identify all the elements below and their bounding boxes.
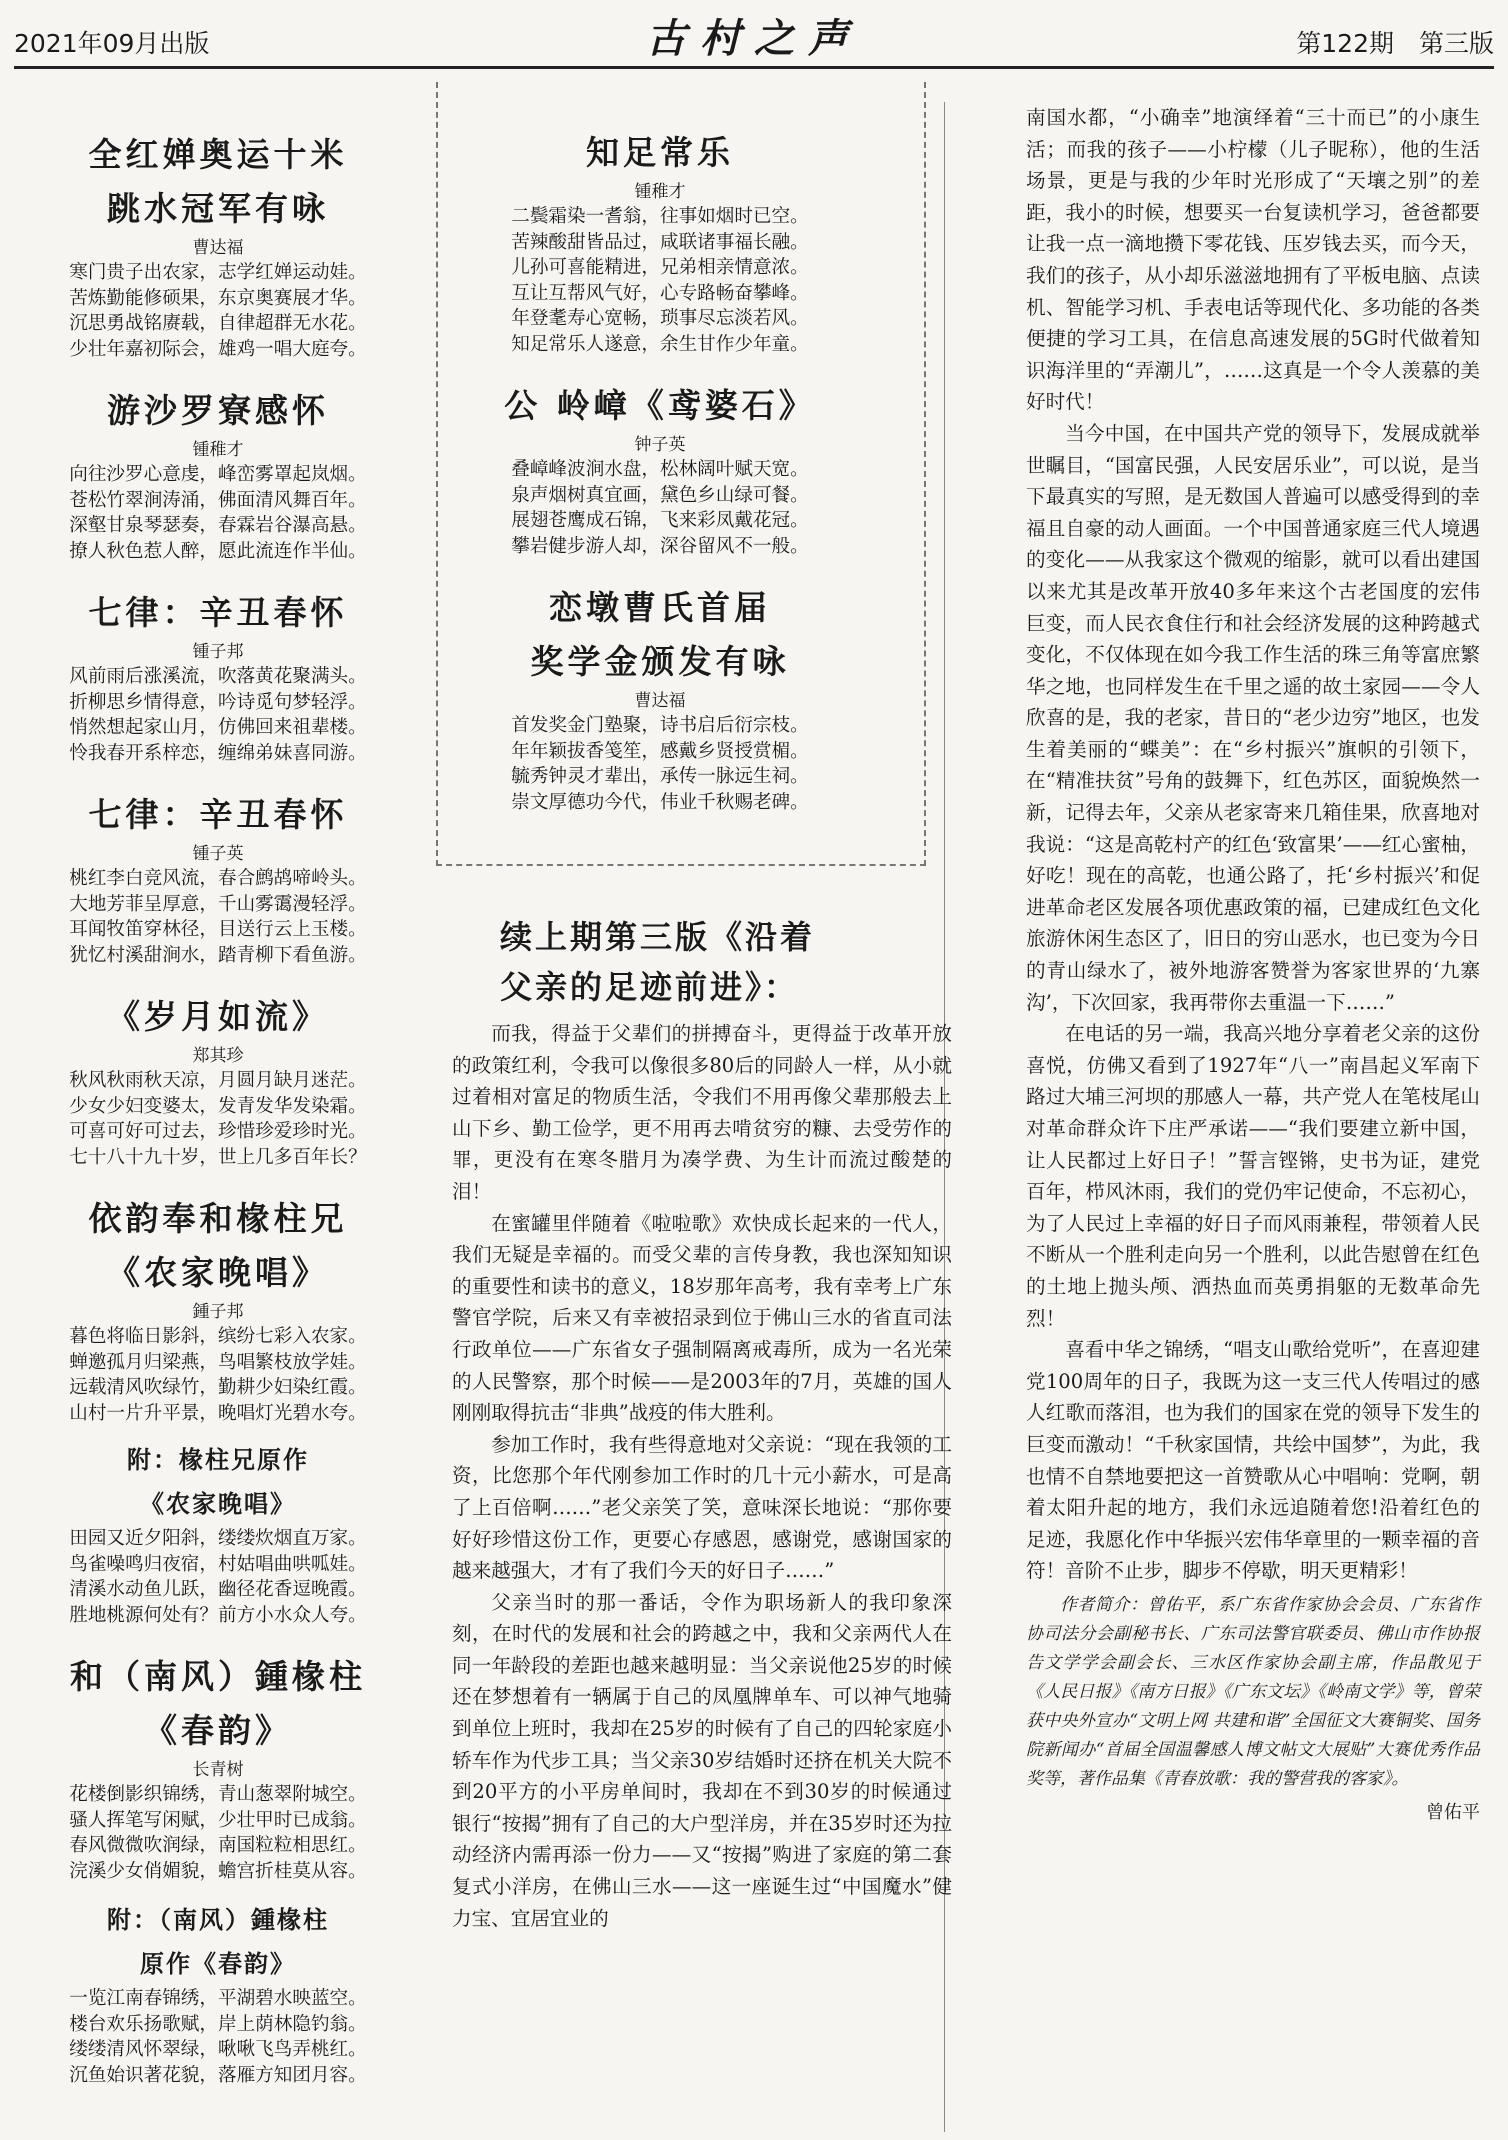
poem-line: 撩人秋色惹人醉，愿此流连作半仙。 xyxy=(69,540,367,562)
poem-line: 崇文厚德功今代，伟业千秋赐老碑。 xyxy=(511,791,809,813)
poem-subtitle: 《农家晚唱》 xyxy=(140,1489,296,1518)
poem-line: 毓秀钟灵才辈出，承传一脉远生祠。 xyxy=(511,766,809,787)
article-title: 续上期第三版《沿着 父亲的足迹前进》： xyxy=(500,918,816,1006)
poem-line: 向往沙罗心意虔，峰峦雾罩起岚烟。 xyxy=(69,464,367,485)
poem-block xyxy=(38,586,398,766)
poem-line: 暮色将临日影斜，缤纷七彩入农家。 xyxy=(69,1326,367,1347)
poem-line: 展翅苍鹰成石锦，飞来彩凤戴花冠。 xyxy=(511,510,809,531)
article-continued xyxy=(452,912,952,1934)
poem-line: 山村一片升平景，晚唱灯光碧水夸。 xyxy=(69,1402,367,1424)
poem-line: 寒门贵子出农家，志学红婵运动娃。 xyxy=(69,262,367,283)
poem-line: 花楼倒影织锦绣，青山葱翠附城空。 xyxy=(69,1784,367,1805)
poem-line: 苍松竹翠涧涛涌，佛面清风舞百年。 xyxy=(69,489,367,511)
poem-line: 骚人挥笔写闲赋，少壮甲时已成翁。 xyxy=(69,1809,367,1831)
poem-title: 《农家晚唱》 xyxy=(107,1253,329,1292)
article-paragraph: 参加工作时，我有些得意地对父亲说：“现在我领的工资，比您那个年代刚参加工作时的几十元小薪水，可是高了上百倍啊……”老父亲笑了笑，意味深长地说：“那你要好好珍惜这份工作，更要心存感恩，感谢党，感谢国家的越来越强大，才有了我们今天的好日子……” xyxy=(452,1432,952,1583)
poem-line: 蝉邀孤月归梁燕，鸟唱繁枝放学娃。 xyxy=(69,1351,367,1373)
poem-block xyxy=(38,990,398,1170)
poem-block xyxy=(38,1438,398,1628)
poem-line: 一览江南春锦绣，平湖碧水映蓝空。 xyxy=(69,1988,367,2009)
poem-line: 可喜可好可过去，珍惜珍爱珍时光。 xyxy=(69,1121,367,1142)
article-paragraph: 南国水都，“小确幸”地演绎着“三十而已”的小康生活；而我的孩子——小柠檬（儿子昵称），他的生活场景，更是与我的少年时光形成了“天壤之别”的差距，我小的时候，想要买一台复读机学习，爸爸都要让我一点一滴地攒下零花钱、压岁钱去买，而今天，我们的孩子，从小却乐滋滋地拥有了平板电脑、点读机、智能学习机、手表电话等现代化、多功能的各类便捷的学习工具，在信息高速发展的5G时代做着知识海洋里的“弄潮儿”，……这真是一个令人羡慕的美好时代！ xyxy=(1026,106,1480,414)
poem-line: 大地芳菲呈厚意，千山雾霭漫轻浮。 xyxy=(69,893,367,915)
poem-title: 依韵奉和椽柱兄 xyxy=(88,1199,348,1238)
poem-line: 七十八十九十岁，世上几多百年长？ xyxy=(69,1146,367,1168)
poem-author: 钟子英 xyxy=(634,435,686,455)
issue-number: 第122期 第三版 xyxy=(1296,29,1494,58)
poem-line: 耳闻牧笛穿林径，目送行云上玉楼。 xyxy=(69,919,367,940)
poem-line: 清溪水动鱼儿跃，幽径花香逗晚霞。 xyxy=(69,1579,367,1600)
poem-line: 二鬓霜染一耆翁，往事如烟时已空。 xyxy=(511,206,809,227)
poem-block xyxy=(38,384,398,564)
poem-block xyxy=(38,128,398,362)
poem-line: 怜我春开系梓恋，缠绵弟妹喜同游。 xyxy=(69,742,367,764)
page-header xyxy=(14,14,1494,69)
article-paragraph: 在电话的另一端，我高兴地分享着老父亲的这份喜悦，仿佛又看到了1927年“八一”南昌起义军南下路过大埔三河坝的那感人一幕，共产党人在笔枝尾山对革命群众许下庄严承诺——“我们要建立新中国，让人民都过上好日子！”誓言铿锵，史书为证，建党百年，栉风沐雨，我们的党仍牢记使命，不忘初心，为了人民过上幸福的好日子而风雨兼程，带领着人民不断从一个胜利走向另一个胜利，以此告慰曾在红色的土地上抛头颅、洒热血而英勇捐躯的无数革命先烈！ xyxy=(1026,1022,1480,1330)
poem-author: 锺稚才 xyxy=(192,440,244,460)
poem-author: 郑其珍 xyxy=(192,1046,244,1066)
poem-title: 公 岭嶂《鸢婆石》 xyxy=(504,386,816,425)
poem-line: 浣溪少女俏媚貌，蟾宫折桂莫从容。 xyxy=(69,1860,367,1882)
poem-line: 互让互帮风气好，心专路畅奋攀峰。 xyxy=(511,282,809,304)
poem-line: 远载清风吹绿竹，勤耕少妇染红霞。 xyxy=(69,1377,367,1398)
poem-line: 苦辣酸甜皆品过，咸联诸事福长融。 xyxy=(511,231,809,253)
poems-column-left xyxy=(38,128,398,2088)
poem-title: 七律：辛丑春怀 xyxy=(88,795,348,834)
poem-title: 游沙罗寮感怀 xyxy=(107,391,329,430)
poem-line: 泉声烟树真宜画，黛色乡山绿可餐。 xyxy=(511,484,809,506)
poem-line: 秋风秋雨秋天凉，月圆月缺月迷茫。 xyxy=(69,1070,367,1091)
poem-line: 胜地桃源何处有？前方小水众人夸。 xyxy=(69,1604,367,1626)
poem-line: 攀岩健步游人却，深谷留风不一般。 xyxy=(511,535,809,557)
poem-line: 深壑甘泉琴瑟奏，春霖岩谷瀑高悬。 xyxy=(69,515,367,536)
poem-title: 《春韵》 xyxy=(144,1711,292,1750)
poem-block xyxy=(452,126,868,357)
poem-line: 楼台欢乐扬歌赋，岸上荫林隐钓翁。 xyxy=(69,2013,367,2035)
poem-author: 锺子英 xyxy=(192,844,244,864)
poem-title: 知足常乐 xyxy=(586,133,734,172)
poem-line: 儿孙可喜能精进，兄弟相亲情意浓。 xyxy=(511,257,809,278)
poem-line: 田园又近夕阳斜，缕缕炊烟直万家。 xyxy=(69,1528,367,1549)
poem-author: 长青树 xyxy=(192,1760,244,1780)
article-paragraph: 喜看中华之锦绣，“唱支山歌给党听”，在喜迎建党100周年的日子，我既为这一支三代人传唱过的感人红歌而落泪，也为我们的国家在党的领导下发生的巨变而激动！“千秋家国情，共绘中国梦”，为此，我也情不自禁地要把这一首赞歌从心中唱响：党啊，朝着太阳升起的地方，我们永远追随着您!沿着红色的足迹，我愿化作中华振兴宏伟华章里的一颗幸福的音符！音阶不止步，脚步不停歇，明天更精彩！ xyxy=(1026,1338,1480,1583)
poem-author: 锺稚才 xyxy=(634,182,686,202)
poem-line: 知足常乐人遂意，余生甘作少年童。 xyxy=(511,333,809,355)
poem-author: 锺子邦 xyxy=(192,642,244,662)
poem-block xyxy=(38,1650,398,1884)
poem-block xyxy=(38,1192,398,1426)
poem-line: 鸟雀噪鸣归夜宿，村姑唱曲哄呱娃。 xyxy=(69,1553,367,1575)
poem-line: 缕缕清风怀翠绿，啾啾飞鸟弄桃红。 xyxy=(69,2039,367,2060)
poem-block xyxy=(38,1898,398,2088)
poem-line: 叠嶂峰波涧水盘，松林阔叶赋天宽。 xyxy=(511,459,809,480)
poem-subtitle: 附：椽柱兄原作 xyxy=(127,1445,309,1474)
poem-title: 跳水冠军有咏 xyxy=(107,189,329,228)
article-right-column xyxy=(1026,102,1480,1828)
poem-line: 年登耄寿心宽畅，琐事尽忘淡若风。 xyxy=(511,308,809,329)
issue-date: 2021年09月出版 xyxy=(14,29,210,58)
poem-subtitle: 附：（南风）鍾椽柱 xyxy=(107,1905,329,1934)
poem-author: 鍾子邦 xyxy=(192,1302,244,1322)
poem-block xyxy=(38,788,398,968)
poems-column-middle xyxy=(452,126,868,815)
poem-subtitle: 原作《春韵》 xyxy=(140,1949,296,1978)
article-paragraph: 在蜜罐里伴随着《啦啦歌》欢快成长起来的一代人，我们无疑是幸福的。而受父辈的言传身教，我也深知知识的重要性和读书的意义，18岁那年高考，我有幸考上广东警官学院，后来又有幸被招录到位于佛山三水的省直司法行政单位——广东省女子强制隔离戒毒所，成为一名光荣的人民警察，那个时候——是2003年的7月，英雄的国人刚刚取得抗击“非典”战疫的伟大胜利。 xyxy=(452,1211,952,1425)
poem-line: 少壮年嘉初际会，雄鸡一唱大庭夸。 xyxy=(69,338,367,360)
poem-author: 曹达福 xyxy=(634,691,686,711)
poem-line: 年年颖拔香笺笙，感戴乡贤授赏楣。 xyxy=(511,740,809,762)
poem-block xyxy=(452,379,868,559)
poem-line: 春风微微吹润绿，南国粒粒相思红。 xyxy=(69,1835,367,1856)
poem-title: 奖学金颁发有咏 xyxy=(530,642,790,681)
author-signature: 曾佑平 xyxy=(1426,1801,1480,1823)
poem-title: 恋墩曹氏首届 xyxy=(549,588,771,627)
author-bio: 作者简介：曾佑平，系广东省作家协会会员、广东省作协司法分会副秘书长、广东司法警官联委员、佛山市作协报告文学学会副会长、三水区作家协会副主席，作品散见于《人民日报》《南方日报》《广东文坛》《岭南文学》等，曾荣获中央外宣办“文明上网 共建和谐”全国征文大赛铜奖、国务院新闻办“首届全国温馨感人博文帖文大展贴”大赛优秀作品奖等，著作品集《青春放歌：我的警营我的客家》。 xyxy=(1026,1594,1480,1789)
poem-line: 犹忆村溪甜涧水，踏青柳下看鱼游。 xyxy=(69,944,367,966)
poem-author: 曹达福 xyxy=(192,238,244,258)
poem-line: 沉鱼始识著花貌，落雁方知团月容。 xyxy=(69,2064,367,2086)
poem-title: 七律：辛丑春怀 xyxy=(88,593,348,632)
poem-line: 悄然想起家山月，仿佛回来祖辈楼。 xyxy=(69,717,367,738)
poem-line: 风前雨后涨溪流，吹落黄花聚满头。 xyxy=(69,666,367,687)
poem-line: 桃红李白竞风流，春合鹧鸪啼岭头。 xyxy=(69,868,367,889)
poem-line: 苦炼勤能修硕果，东京奥赛展才华。 xyxy=(69,287,367,309)
poem-title: 《岁月如流》 xyxy=(107,997,329,1036)
poem-line: 折柳思乡情得意，吟诗觅句梦轻浮。 xyxy=(69,691,367,713)
article-paragraph: 而我，得益于父辈们的拼搏奋斗，更得益于改革开放的政策红利，令我可以像很多80后的同龄人一样，从小就过着相对富足的物质生活，令我们不用再像父辈那般去上山下乡、勤工俭学，更不用再去啃贫穷的糠、去受劳作的罪，更没有在寒冬腊月为凑学费、为生计而流过酸楚的泪！ xyxy=(452,1022,952,1203)
masthead-title: 古村之声 xyxy=(646,15,862,62)
article-paragraph: 当今中国，在中国共产党的领导下，发展成就举世瞩目，“国富民强，人民安居乐业”，可以说，是当下最真实的写照，是无数国人普遍可以感受得到的幸福且自豪的动人画面。一个中国普通家庭三代人境遇的变化——从我家这个微观的缩影，就可以看出建国以来尤其是改革开放40多年来这个古老国度的宏伟巨变，而人民衣食住行和社会经济发展的这种跨越式变化，不仅体现在如今我工作生活的珠三角等富庶繁华之地，也同样发生在千里之遥的故土家园——令人欣喜的是，我的老家，昔日的“老少边穷”地区，也发生着美丽的“蝶美”：在“乡村振兴”旗帜的引领下，在“精准扶贫”号角的鼓舞下，红色苏区，面貌焕然一新，记得去年，父亲从老家寄来几箱佳果，欣喜地对我说：“这是高乾村产的红色‘致富果’——红心蜜柚，好吃！现在的高乾，也通公路了，托‘乡村振兴’和促进革命老区发展各项优惠政策的福，已建成红色文化旅游休闲生态区了，旧日的穷山恶水，也已变为今日的青山绿水了，被外地游客赞誉为客家世界的‘九寨沟’，下次回家，我再带你去重温一下……” xyxy=(1026,421,1480,1014)
article-paragraph: 父亲当时的那一番话，令作为职场新人的我印象深刻，在时代的发展和社会的跨越之中，我和父亲两代人在同一年龄段的差距也越来越明显：当父亲说他25岁的时候还在梦想着有一辆属于自己的凤凰牌单车、可以神气地骑到单位上班时，我却在25岁的时候有了自己的四轮家庭小轿车作为代步工具；当父亲30岁结婚时还挤在机关大院不到20平方的小平房单间时，我却在不到30岁的时候通过银行“按揭”拥有了自己的大户型洋房，并在35岁时还为拉动经济内需再添一份力——又“按揭”购进了家庭的第二套复式小洋房，在佛山三水——这一座诞生过“中国魔水”健力宝、宜居宜业的 xyxy=(452,1590,952,1930)
poem-line: 少女少妇变婆太，发青发华发染霜。 xyxy=(69,1095,367,1117)
poem-title: 和（南风）鍾椽柱 xyxy=(70,1657,366,1696)
poem-block xyxy=(452,581,868,815)
poem-line: 沉思勇战铭赓载，自律超群无水花。 xyxy=(69,313,367,334)
poem-title: 全红婵奥运十米 xyxy=(88,135,348,174)
poem-line: 首发奖金门塾聚，诗书启后衍宗枝。 xyxy=(511,715,809,736)
